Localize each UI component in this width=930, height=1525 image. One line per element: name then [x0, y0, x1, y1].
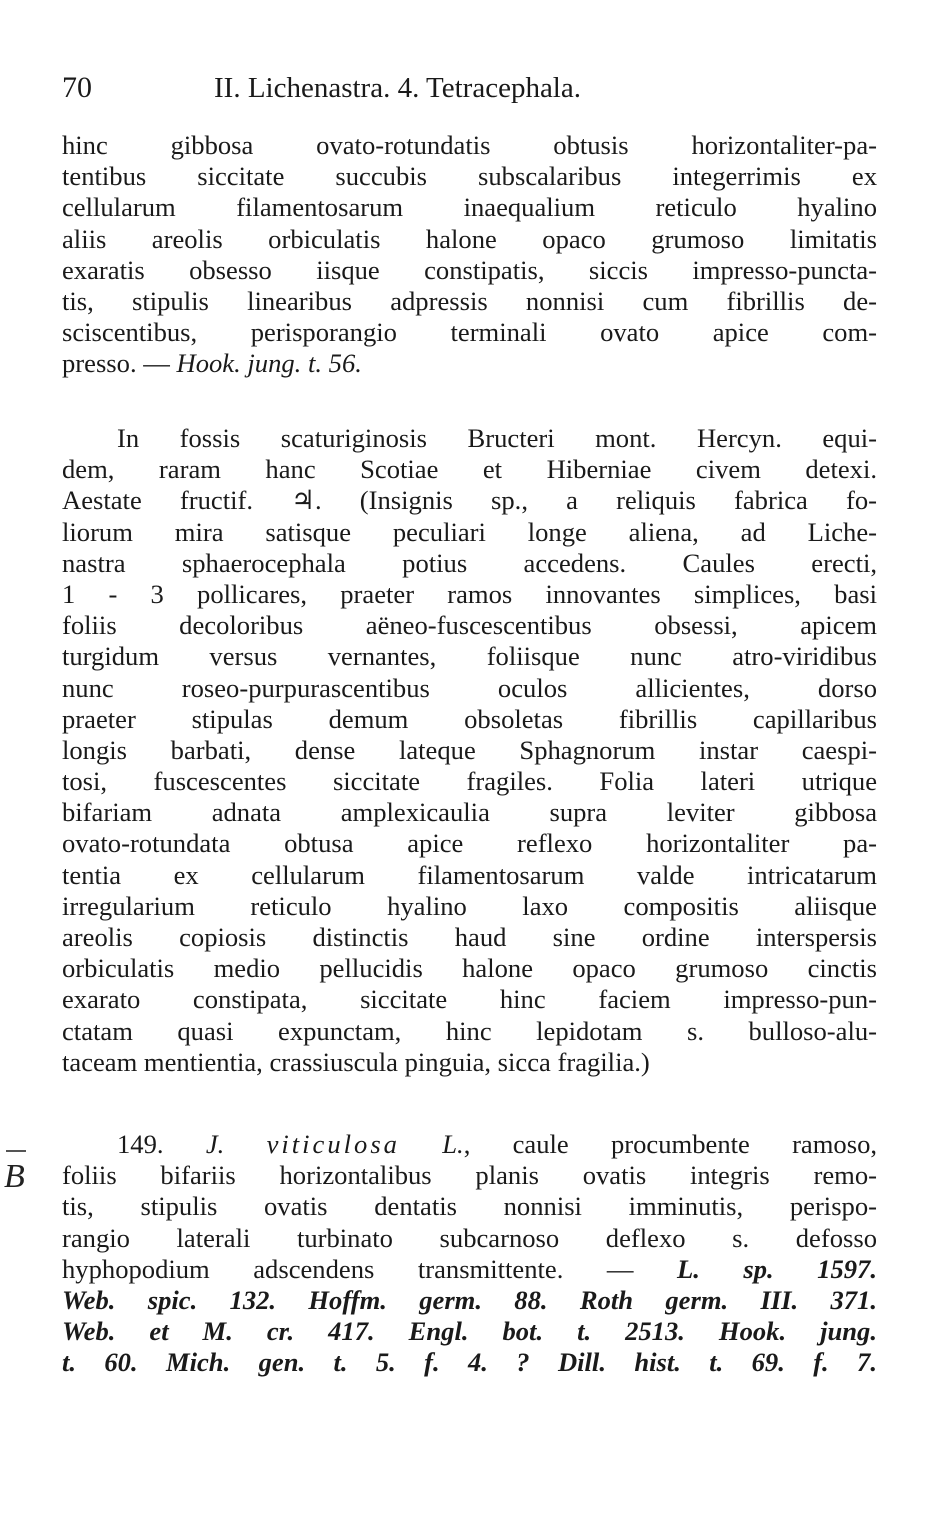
- text-line: tentia ex cellularum filamentosarum valde intricatarum: [62, 859, 877, 890]
- text-line: ctatam quasi expunctam, hinc lepidotam s. bulloso-alu-: [62, 1015, 877, 1046]
- text-span: hyphopodium adscendens transmittente. —: [62, 1253, 677, 1284]
- text-line: tis, stipulis ovatis dentatis nonnisi imminutis, perispo-: [62, 1191, 877, 1222]
- reference-line: Web. et M. cr. 417. Engl. bot. t. 2513. Hook. jung.: [62, 1316, 877, 1347]
- text-line: dem, raram hanc Scotiae et Hiberniae civem detexi.: [62, 454, 877, 485]
- text-line: cellularum filamentosarum inaequalium reticulo hyalino: [62, 192, 877, 223]
- text-line: nunc roseo-purpurascentibus oculos allicientes, dorso: [62, 672, 877, 703]
- reference-line: t. 60. Mich. gen. t. 5. f. 4. ? Dill. hist. t. 69. f. 7.: [62, 1347, 877, 1378]
- text-line: nastra sphaerocephala potius accedens. Caules erecti,: [62, 547, 877, 578]
- margin-dash: [6, 1150, 26, 1152]
- habitat-paragraph: [62, 423, 877, 1078]
- text-line: foliis bifariis horizontalibus planis ovatis integris remo-: [62, 1160, 877, 1191]
- species-number: 149.: [117, 1129, 164, 1159]
- text-line: [62, 1254, 877, 1285]
- text-line: orbiculatis medio pellucidis halone opaco grumoso cinctis: [62, 953, 877, 984]
- reference: Hook. jung. t. 56.: [176, 348, 362, 379]
- species-entry: [62, 1129, 877, 1379]
- text-line: rangio laterali turbinato subcarnoso deflexo s. defosso: [62, 1222, 877, 1253]
- text-line: exarato constipata, siccitate hinc faciem impresso-pun-: [62, 984, 877, 1015]
- text-line: Aestate fructif. ♃. (Insignis sp., a reliquis fabrica fo-: [62, 485, 877, 516]
- reference: L. sp. 1597.: [676, 1253, 877, 1284]
- text-line: ovato-rotundata obtusa apice reflexo horizontaliter pa-: [62, 828, 877, 859]
- text-line: praeter stipulas demum obsoletas fibrillis capillaribus: [62, 703, 877, 734]
- text-line: foliis decoloribus aëneo-fuscescentibus obsessi, apicem: [62, 610, 877, 641]
- text-line: aliis areolis orbiculatis halone opaco grumoso limitatis: [62, 223, 877, 254]
- text-line: hinc gibbosa ovato-rotundatis obtusis horizontaliter-pa-: [62, 130, 877, 160]
- genus: J.: [205, 1129, 225, 1159]
- page-number: 70: [62, 71, 92, 104]
- text-line: [62, 348, 877, 379]
- text-line: areolis copiosis distinctis haud sine ordine interspersis: [62, 922, 877, 952]
- text-line: taceam mentientia, crassiuscula pinguia, sicca fragilia.): [62, 1046, 650, 1077]
- author: L.: [442, 1129, 464, 1159]
- text-line: tentibus siccitate succubis subscalaribus integerrimis ex: [62, 161, 877, 192]
- text-line: tis, stipulis linearibus adpressis nonnisi cum fibrillis de-: [62, 285, 877, 316]
- text-line: liorum mira satisque peculiari longe aliena, ad Liche-: [62, 516, 877, 547]
- text-line: In fossis scaturiginosis Bructeri mont. Hercyn. equi-: [117, 423, 877, 453]
- running-header: [62, 68, 882, 108]
- margin-annotation: B: [4, 1158, 25, 1195]
- text-line: tosi, fuscescentes siccitate fragiles. Folia lateri utrique: [62, 766, 877, 797]
- text-line: irregularium reticulo hyalino laxo compositis aliisque: [62, 890, 877, 921]
- species-heading-line: [62, 1129, 877, 1160]
- text-line: bifariam adnata amplexicaulia supra leviter gibbosa: [62, 797, 877, 828]
- reference-line: Web. spic. 132. Hoffm. germ. 88. Roth germ. III. 371.: [62, 1284, 877, 1315]
- running-title: II. Lichenastra. 4. Tetracephala.: [214, 72, 581, 104]
- species-name: viticulosa: [266, 1129, 400, 1159]
- text-line: sciscentibus, perisporangio terminali ovato apice com-: [62, 317, 877, 348]
- text-span: presso. —: [62, 348, 177, 379]
- text-line: turgidum versus vernantes, foliisque nunc atro-viridibus: [62, 641, 877, 672]
- description-paragraph: [62, 130, 877, 380]
- text-line: 1 - 3 pollicares, praeter ramos innovantes simplices, basi: [62, 578, 877, 609]
- text-line: longis barbati, dense lateque Sphagnorum instar caespi-: [62, 734, 877, 765]
- text-line: exaratis obsesso iisque constipatis, siccis impresso-puncta-: [62, 254, 877, 285]
- text-span: , caule procumbente ramoso,: [463, 1129, 877, 1159]
